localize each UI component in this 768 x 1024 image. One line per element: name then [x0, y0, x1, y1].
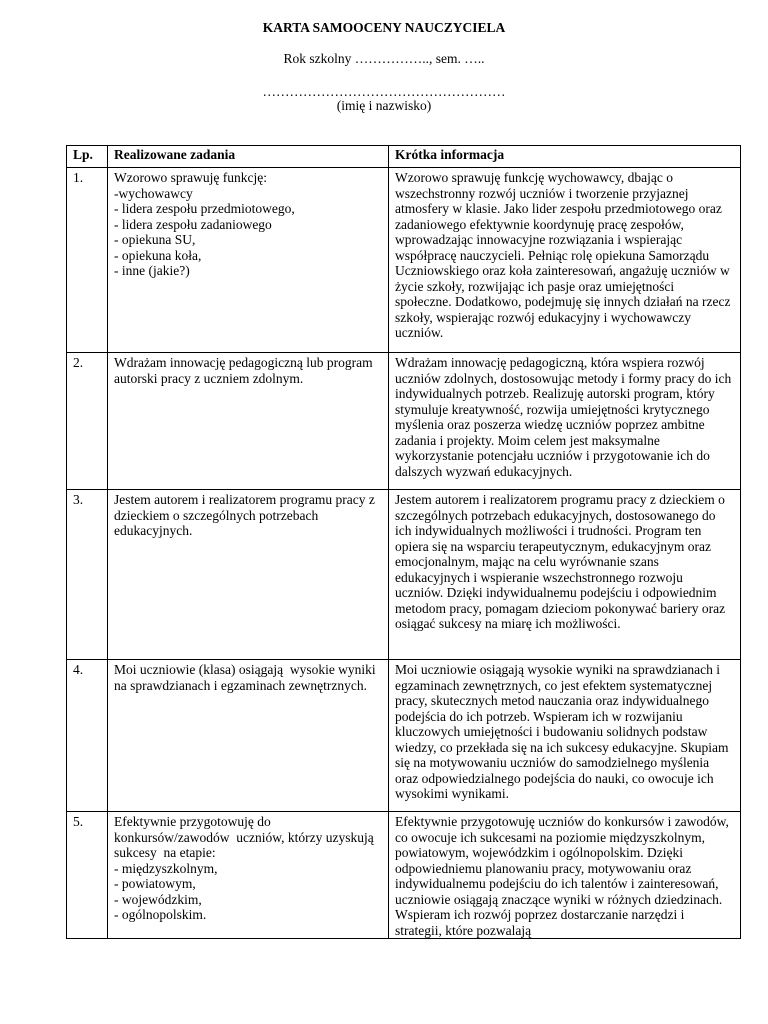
row-info-cell — [389, 812, 741, 939]
task-line: -wychowawcy — [114, 185, 193, 201]
task-line: - powiatowym, — [114, 876, 196, 891]
row-info: Wdrażam innowację pedagogiczną, która wspiera rozwój uczniów zdolnych, dostosowując metody i formy pracy do ich indywidualnych potrzeb. Realizuję autorski program, który stymuluje kreatywność, rozwija umiejętności krytycznego myślenia oraz poszerza wiedzę uczniów poprzez ambitne zadania i projekty. Moim celem jest maksymalne wykorzystanie potencjału uczniów i przygotowanie ich do dalszych wyzwań edukacyjnych. — [389, 353, 741, 490]
task-line: - ogólnopolskim. — [114, 907, 207, 922]
row-number: 2. — [67, 353, 108, 490]
task-line: Efektywnie przygotowuję do konkursów/zawodów uczniów, którzy uzyskują sukcesy na etapie: — [114, 814, 381, 860]
row-tasks — [108, 353, 389, 490]
row-number: 4. — [67, 660, 108, 812]
table-row — [67, 490, 741, 660]
task-line: - międzyszkolnym, — [114, 860, 218, 876]
header-info: Krótka informacja — [389, 146, 741, 168]
task-line: - lidera zespołu zadaniowego — [114, 216, 272, 232]
task-line: Jestem autorem i realizatorem programu pracy z dzieckiem o szczególnych potrzebach edukacyjnych. — [114, 492, 379, 538]
row-number: 3. — [67, 490, 108, 660]
task-line: - opiekuna SU, — [114, 232, 196, 247]
header-tasks: Realizowane zadania — [108, 146, 389, 168]
row-number: 5. — [67, 812, 108, 939]
row-info: Moi uczniowie osiągają wysokie wyniki na sprawdzianach i egzaminach zewnętrznych, co jest efektem systematycznej pracy, skutecznych metod nauczania oraz indywidualnego podejścia do ich potrzeb. Wspieram ich w rozwijaniu kluczowych umiejętności i budowaniu solidnych podstaw wiedzy, co przekłada się na ich sukcesy edukacyjne. Skupiam się na motywowaniu uczniów do samodzielnego myślenia oraz odpowiedzialnego podejścia do nauki, co owocuje ich wysokimi wynikami. — [389, 660, 741, 812]
document-title: KARTA SAMOOCENY NAUCZYCIELA — [262, 20, 506, 35]
task-line: Moi uczniowie (klasa) osiągają wysokie wyniki na sprawdzianach i egzaminach zewnętrznych. — [114, 662, 380, 693]
header-number: Lp. — [67, 146, 108, 168]
row-tasks — [108, 490, 389, 660]
task-line: - lidera zespołu przedmiotowego, — [114, 201, 295, 216]
task-line: - opiekuna koła, — [114, 247, 202, 263]
table-row — [67, 353, 741, 490]
name-caption: (imię i nazwisko) — [336, 98, 432, 113]
task-line: - wojewódzkim, — [114, 891, 202, 907]
name-dotted-line: ……………………………………………… — [262, 84, 506, 99]
task-line: Wzorowo sprawuję funkcję: — [114, 170, 267, 185]
table-row — [67, 812, 741, 939]
task-line: - inne (jakie?) — [114, 263, 190, 278]
row-info: Jestem autorem i realizatorem programu pracy z dzieckiem o szczególnych potrzebach edukacyjnych, dostosowanego do ich indywidualnych możliwości i trudności. Program ten opiera się na wsparciu terapeutycznym, edukacyjnym oraz emocjonalnym, mając na celu wyrównanie szans edukacyjnych i wspieranie wszechstronnego rozwoju uczniów. Dzięki indywidualnemu podejściu i odpowiednim metodom pracy, pomagam dzieciom pokonywać bariery oraz osiągać sukcesy na miarę ich możliwości. — [389, 490, 741, 660]
table-header-row — [67, 146, 741, 168]
row-info: Wzorowo sprawuję funkcję wychowawcy, dbając o wszechstronny rozwój uczniów i tworzenie przyjaznej atmosfery w klasie. Jako lider zespołu przedmiotowego oraz zadaniowego efektywnie koordynuję pracę zespołów, wprowadzając innowacyjne rozwiązania i wspierając współpracę nauczycieli. Pełniąc rolę opiekuna Samorządu Uczniowskiego oraz koła zainteresowań, angażuję uczniów w życie szkoły, rozwijając ich pasje oraz umiejętności społeczne. Dodatkowo, podejmuję się innych działań na rzecz szkoły, wspierając rozwój edukacyjny i wychowawczy uczniów. — [389, 168, 741, 353]
table-row — [67, 168, 741, 353]
table-row — [67, 660, 741, 812]
row-tasks — [108, 660, 389, 812]
task-line: Wdrażam innowację pedagogiczną lub program autorski pracy z uczniem zdolnym. — [114, 355, 377, 386]
row-number: 1. — [67, 168, 108, 353]
row-tasks — [108, 812, 389, 939]
row-tasks — [108, 168, 389, 353]
self-evaluation-table — [66, 145, 741, 939]
row-info: Efektywnie przygotowuję uczniów do konkursów i zawodów, co owocuje ich sukcesami na poziomie międzyszkolnym, powiatowym, wojewódzkim i ogólnopolskim. Dzięki odpowiedniemu planowaniu pracy, motywowaniu oraz indywidualnemu podejściu do ich talentów i zainteresowań, uczniowie osiągają znaczące wyniki w różnych dziedzinach. Wspieram ich rozwój poprzez dostarczanie narzędzi i strategii, które pozwalają — [395, 814, 729, 938]
school-year-line: Rok szkolny …………….., sem. ….. — [283, 51, 485, 66]
